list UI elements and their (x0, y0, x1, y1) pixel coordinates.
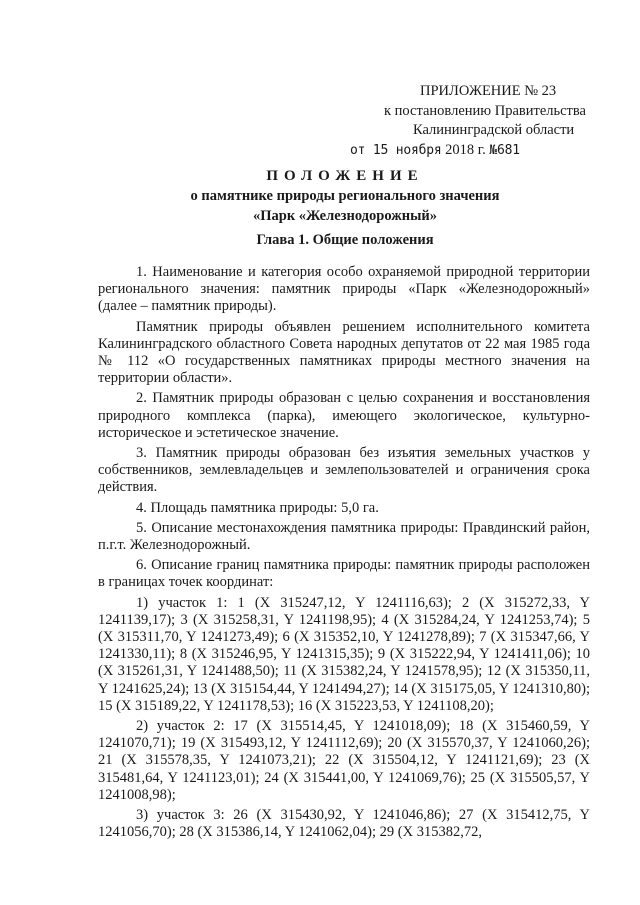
paragraph-1: 1. Наименование и категория особо охраняемой природной территории регионального значения: памятник природы «Парк «Железнодорожный» (далее – памятник природы). (98, 264, 590, 315)
paragraph-3: 3. Памятник природы образован без изъятия земельных участков у собственников, землевладельцев и землепользователей и ограничения срока действия. (98, 445, 590, 496)
coordinates-plot-2: 2) участок 2: 17 (X 315514,45, Y 1241018,09); 18 (X 315460,59, Y 1241070,71); 19 (X 315493,12, Y 1241112,69); 20 (X 315570,37, Y 1241060,26); 21 (X 315578,35, Y 1241073,21); 22 (X 315504,12, Y 1241121,69); 23 (X 315481,64, Y 1241123,01); 24 (X 315441,00, Y 1241069,76); 25 (X 315505,57, Y 1241008,98); (98, 718, 590, 803)
title-subtitle-1: о памятнике природы регионального значения (190, 188, 500, 204)
appendix-header (350, 82, 590, 160)
paragraph-4: 4. Площадь памятника природы: 5,0 га. (136, 499, 379, 516)
title-main: ПОЛОЖЕНИЕ (266, 168, 424, 184)
appendix-region: Калининградской области (413, 122, 575, 138)
appendix-date-line (350, 141, 590, 161)
document-title (100, 166, 590, 226)
paragraph-5: 5. Описание местонахождения памятника природы: Правдинский район, п.г.т. Железнодорожный. (98, 519, 590, 554)
chapter-heading: Глава 1. Общие положения (256, 232, 434, 248)
paragraph-2: 2. Памятник природы образован с целью сохранения и восстановления природного комплекса (парка), имеющего экологическое, культурно-историческое и эстетическое значение. (98, 390, 590, 441)
coordinates-plot-1: 1) участок 1: 1 (X 315247,12, Y 1241116,63); 2 (X 315272,33, Y 1241139,17); 3 (X 315258,31, Y 1241198,95); 4 (X 315284,24, Y 1241253,74); 5 (X 315311,70, Y 1241273,49); 6 (X 315352,10, Y 1241278,89); 7 (X 315347,66, Y 1241330,11); 8 (X 315246,95, Y 1241315,35); 9 (X 315222,94, Y 1241411,06); 10 (X 315261,31, Y 1241488,50); 11 (X 315382,24, Y 1241578,95); 12 (X 315350,11, Y 1241625,24); 13 (X 315154,44, Y 1241494,27); 14 (X 315175,05, Y 1241310,80); 15 (X 315189,22, Y 1241178,53); 16 (X 315223,53, Y 1241108,20); (98, 594, 590, 714)
appendix-year: 2018 г. (445, 141, 486, 158)
appendix-reference: к постановлению Правительства (384, 102, 586, 119)
paragraph-6: 6. Описание границ памятника природы: памятник природы расположен в границах точек координат: (98, 557, 590, 591)
coordinates-plot-3: 3) участок 3: 26 (X 315430,92, Y 1241046,86); 27 (X 315412,75, Y 1241056,70); 28 (X 315386,14, Y 1241062,04); 29 (X 315382,72, (98, 807, 590, 841)
paragraph-1-note: Памятник природы объявлен решением исполнительного комитета Калининградского областного Совета народных депутатов от 22 мая 1985 года № 112 «О государственных памятниках природы местного значения на территории области». (98, 318, 590, 387)
document-body (98, 264, 590, 845)
title-subtitle-2: «Парк «Железнодорожный» (252, 208, 438, 224)
appendix-date: от 15 ноября (350, 142, 442, 158)
appendix-decree-number: №681 (489, 142, 520, 158)
appendix-number: ПРИЛОЖЕНИЕ № 23 (420, 83, 557, 99)
